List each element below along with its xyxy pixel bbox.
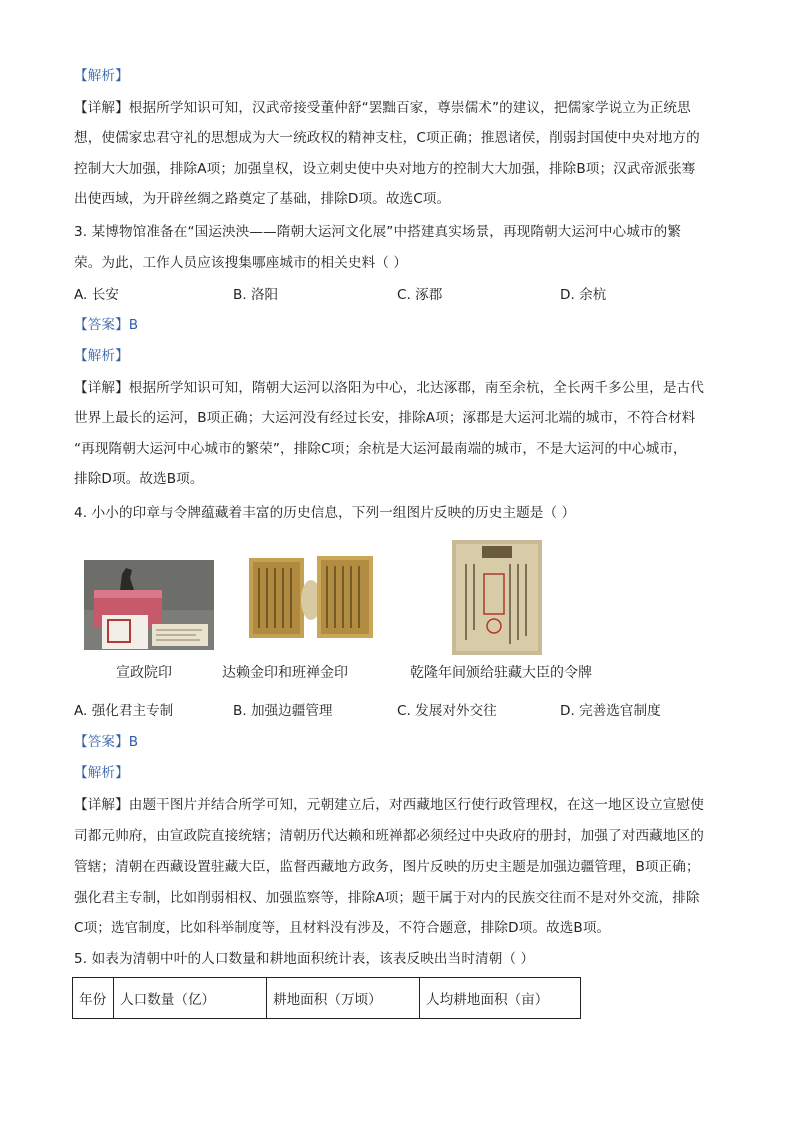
table-header-cell: 人均耕地面积（亩） <box>420 978 581 1019</box>
statistics-table <box>72 977 581 1019</box>
analysis-label-q4: 【解析】 <box>74 765 129 781</box>
xuanzheng-seal-image <box>84 560 214 650</box>
question-3-line: 3. 某博物馆准备在“国运泱泱——隋朝大运河文化展”中搭建真实场景，再现隋朝大运河中心城市的繁 <box>74 224 682 240</box>
table-header-cell: 人口数量（亿） <box>114 978 267 1019</box>
table-header-cell: 年份 <box>73 978 114 1019</box>
detail-line: 【详解】由题干图片并结合所学可知，元朝建立后，对西藏地区行使行政管理权，在这一地区设立宣慰使 <box>74 797 704 813</box>
detail-line: 控制大大加强，排除A项；加强皇权，设立刺史使中央对地方的控制大大加强，排除B项；汉武帝派张骞 <box>74 161 696 177</box>
question-5-text: 5. 如表为清朝中叶的人口数量和耕地面积统计表，该表反映出当时清朝（ ） <box>74 951 535 967</box>
qianlong-token-image <box>452 540 542 655</box>
option-d: D. 完善选官制度 <box>560 703 661 719</box>
detail-line: 想，使儒家忠君守礼的思想成为大一统政权的精神支柱，C项正确；推恩诸侯，削弱封国使中央对地方的 <box>74 130 700 146</box>
detail-line: 【详解】根据所学知识可知，隋朝大运河以洛阳为中心，北达涿郡，南至余杭，全长两千多公里，是古代 <box>74 380 704 396</box>
answer-q4: 【答案】B <box>74 734 139 750</box>
analysis-label-q3: 【解析】 <box>74 348 129 364</box>
option-a: A. 长安 <box>74 287 119 303</box>
detail-line: 世界上最长的运河，B项正确；大运河没有经过长安，排除A项；涿郡是大运河北端的城市，不符合材料 <box>74 410 696 426</box>
answer-q3: 【答案】B <box>74 317 139 333</box>
table-header-cell: 耕地面积（万顷） <box>267 978 420 1019</box>
question-4-text: 4. 小小的印章与令牌蕴藏着丰富的历史信息，下列一组图片反映的历史主题是（ ） <box>74 505 576 521</box>
detail-line: “再现隋朝大运河中心城市的繁荣”，排除C项；余杭是大运河最南端的城市，不是大运河的中心城市， <box>74 441 687 457</box>
detail-line: 司都元帅府，由宣政院直接统辖；清朝历代达赖和班禅都必须经过中央政府的册封，加强了对西藏地区的 <box>74 828 704 844</box>
caption-xuanzheng: 宣政院印 <box>116 665 172 681</box>
detail-line: 出使西域，为开辟丝绸之路奠定了基础，排除D项。故选C项。 <box>74 191 451 207</box>
detail-line: 排除D项。故选B项。 <box>74 471 204 487</box>
detail-line: 强化君主专制，比如削弱相权、加强监察等，排除A项；题干属于对内的民族交往而不是对外交流，排除 <box>74 890 700 906</box>
analysis-label-q2: 【解析】 <box>74 68 129 84</box>
caption-token: 乾隆年间颁给驻藏大臣的令牌 <box>410 665 592 681</box>
question-3-line: 荣。为此，工作人员应该搜集哪座城市的相关史料（ ） <box>74 255 408 271</box>
option-b: B. 加强边疆管理 <box>233 703 333 719</box>
option-a: A. 强化君主专制 <box>74 703 174 719</box>
golden-seals-image <box>237 550 377 645</box>
detail-line: 【详解】根据所学知识可知，汉武帝接受董仲舒“罢黜百家，尊崇儒术”的建议，把儒家学说立为正统思 <box>74 100 691 116</box>
detail-line: C项；选官制度，比如科举制度等，且材料没有涉及，不符合题意，排除D项。故选B项。 <box>74 920 611 936</box>
table-header-row <box>73 978 581 1019</box>
detail-line: 管辖；清朝在西藏设置驻藏大臣，监督西藏地方政务，图片反映的历史主题是加强边疆管理，B项正确； <box>74 859 700 875</box>
option-c: C. 涿郡 <box>397 287 443 303</box>
option-b: B. 洛阳 <box>233 287 279 303</box>
option-d: D. 余杭 <box>560 287 607 303</box>
option-c: C. 发展对外交往 <box>397 703 497 719</box>
caption-golden-seals: 达赖金印和班禅金印 <box>222 665 348 681</box>
